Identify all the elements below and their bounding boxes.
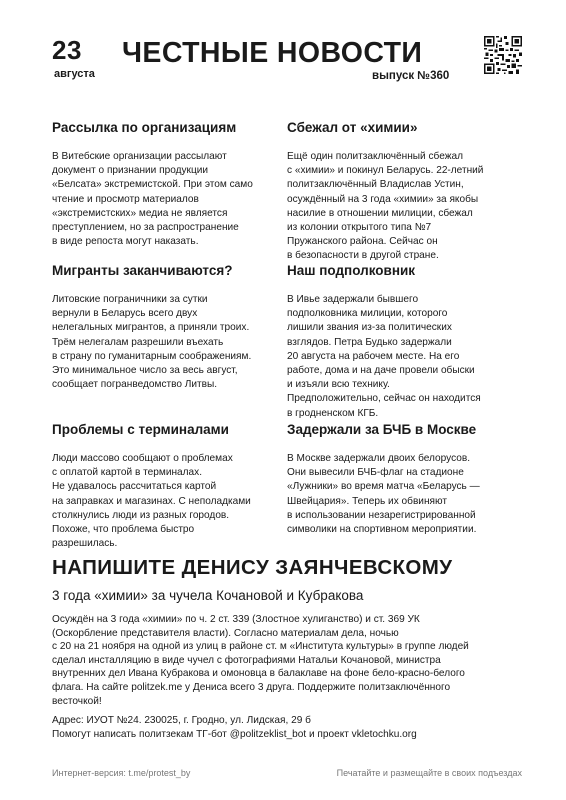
newspaper-title: ЧЕСТНЫЕ НОВОСТИ (122, 37, 423, 69)
issue-number: выпуск №360 (372, 70, 450, 82)
article-colonel (287, 263, 527, 421)
article-title: Задержали за БЧБ в Москве (287, 422, 477, 437)
date-month: августа (54, 68, 95, 80)
header (52, 36, 522, 90)
article-body: В Москве задержали двоих белорусов. Они вывесили БЧБ-флаг на стадионе «Лужники» во время матча «Беларусь — Швейцария». Теперь их обвиняют в использовании незарегистрированной символики на спортивном мероприятии. (287, 453, 480, 536)
article-title: Проблемы с терминалами (52, 422, 229, 437)
article-title: Наш подполковник (287, 263, 416, 278)
article-mailing (52, 120, 282, 249)
article-body: Ещё один политзаключённый сбежал с «химии» и покинул Беларусь. 22-летний политзаключённый Владислав Устин, осуждённый на 3 года «химии» за якобы насилие в отношении милиции, сбежал из колонии открытого типа №7 Пружанского района. Сейчас он в безопасности в другой стране. (287, 151, 484, 262)
appeal-section (52, 556, 532, 708)
appeal-body: Осуждён на 3 года «химии» по ч. 2 ст. 339 (Злостное хулиганство) и ст. 369 УК (Оскорбление представителя власти). Согласно материалам дела, ночью с 20 на 21 ноября на одной из улиц в районе ст. м «Института культуры» в группе людей сделал инсталляцию в виде чучел с фотографиями Натальи Кочановой, министра внутренних дел Ивана Кубракова и омоновца в балаклаве на фоне бело-красно-белого флага. На сайте politzek.me у Дениса всего 3 друга. Поддержите политзаключённого весточкой! (52, 614, 469, 707)
article-title: Сбежал от «химии» (287, 120, 418, 135)
article-body: В Ивье задержали бывшего подполковника милиции, которого лишили звания из-за политических взглядов. Петра Будько задержали 20 августа на рабочем месте. На его работе, дома и на даче провели обыски и изъяли всю технику. Предположительно, сейчас он находится в гродненском КГБ. (287, 294, 481, 419)
appeal-subtitle: 3 года «химии» за чучела Кочановой и Кубракова (52, 588, 364, 603)
article-body: Литовские пограничники за сутки вернули в Беларусь всего двух нелегальных мигрантов, а приняли троих. Трём нелегалам разрешили въехать в страну по гуманитарным соображениям. Это минимальное число за весь август, сообщает погранведомство Литвы. (52, 294, 252, 391)
footer-print-note: Печатайте и размещайте в своих подъездах (336, 768, 522, 778)
qr-code-icon[interactable] (484, 36, 522, 74)
article-escaped (287, 120, 527, 264)
article-title: Мигранты заканчиваются? (52, 263, 233, 278)
article-moscow (287, 422, 527, 537)
footer-web-link[interactable]: Интернет-версия: t.me/protest_by (52, 768, 191, 778)
article-body: Люди массово сообщают о проблемах с оплатой картой в терминалах. Не удавалось рассчитаться картой на заправках и магазинах. С неполадками столкнулись люди из разных городов. Похоже, что проблема быстро разрешилась. (52, 453, 251, 550)
date-day: 23 (52, 35, 82, 65)
prisoner-address: Адрес: ИУОТ №24. 230025, г. Гродно, ул. Лидская, 29 б Помогут написать политзекам ТГ-бот @politzeklist_bot и проект vkletochku.org (52, 715, 417, 740)
article-migrants (52, 263, 282, 392)
article-body: В Витебские организации рассылают документ о признании продукции «Белсата» экстремистской. При этом само чтение и просмотр материалов «экстремистских» медиа не является преступлением, но за распространение в виде репоста могут наказать. (52, 151, 253, 248)
article-terminals (52, 422, 282, 551)
article-title: Рассылка по организациям (52, 120, 237, 135)
appeal-title: НАПИШИТЕ ДЕНИСУ ЗАЯНЧЕВСКОМУ (52, 556, 453, 579)
